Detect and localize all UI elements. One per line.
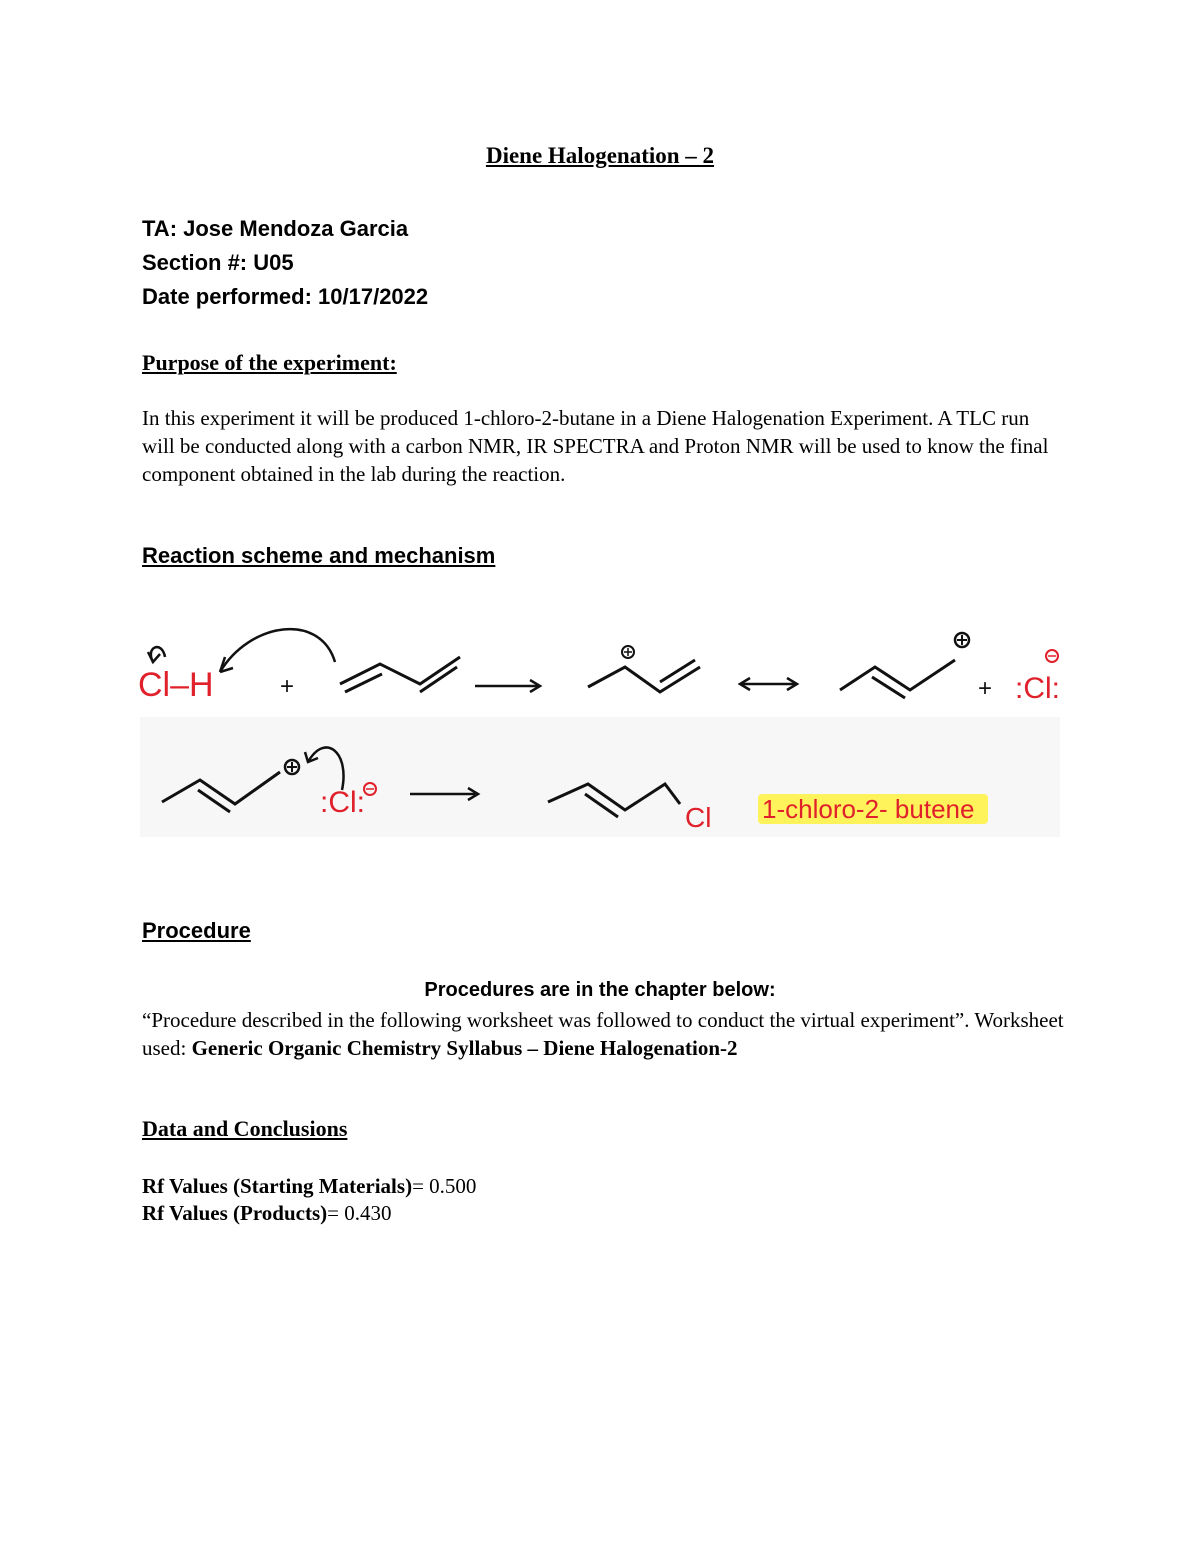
rf-products <box>142 1201 391 1226</box>
section-line: Section #: U05 <box>142 250 294 275</box>
product-name: 1-chloro-2- butene <box>762 794 975 824</box>
worksheet-name: Generic Organic Chemistry Syllabus – Diene Halogenation-2 <box>191 1036 738 1060</box>
reaction-scheme-image <box>120 612 1080 842</box>
allylic-cation-2 <box>840 660 955 690</box>
plus-sign: + <box>280 673 295 700</box>
purpose-heading: Purpose of the experiment: <box>142 350 397 375</box>
allylic-cation-1 <box>588 667 700 692</box>
plus-mark <box>957 635 967 645</box>
hcl-reagent: Cl–H <box>138 666 214 704</box>
plus-sign: + <box>978 675 993 702</box>
double-bond <box>660 660 695 682</box>
chloride-ion: :Cl: <box>1015 672 1060 705</box>
rf-starting-materials <box>142 1174 476 1199</box>
procedure-paragraph <box>142 1006 1082 1062</box>
page-title: Diene Halogenation – 2 <box>485 143 715 168</box>
rf-start-value: = 0.500 <box>412 1174 477 1198</box>
double-bond <box>872 677 905 698</box>
chloride-ion: :Cl: <box>320 786 365 819</box>
rf-start-label: Rf Values (Starting Materials) <box>142 1174 413 1198</box>
procedure-heading: Procedure <box>142 918 251 943</box>
butadiene-molecule <box>340 657 460 684</box>
procedure-text: “Procedure described in the following worksheet was followed to conduct the virtual experiment”. Worksheet used: <box>142 1008 1064 1060</box>
curved-arrow <box>220 629 335 672</box>
curved-arrow-head <box>148 652 160 662</box>
ta-line: TA: Jose Mendoza Garcia <box>142 216 409 241</box>
date-line: Date performed: 10/17/2022 <box>142 284 429 309</box>
data-heading: Data and Conclusions <box>142 1116 348 1141</box>
product-chlorine: Cl <box>685 802 712 833</box>
purpose-paragraph: In this experiment it will be produced 1-chloro-2-butane in a Diene Halogenation Experiment. A TLC run will be conducted along with a carbon NMR, IR SPECTRA and Proton NMR will be used to know the final component obtained in the lab during the reaction. <box>142 406 1049 486</box>
rf-prod-label: Rf Values (Products) <box>142 1201 328 1225</box>
rf-prod-value: = 0.430 <box>327 1201 392 1225</box>
plus-mark <box>624 648 632 656</box>
procedure-subheading: Procedures are in the chapter below: <box>424 979 776 1001</box>
reaction-heading: Reaction scheme and mechanism <box>142 543 496 568</box>
